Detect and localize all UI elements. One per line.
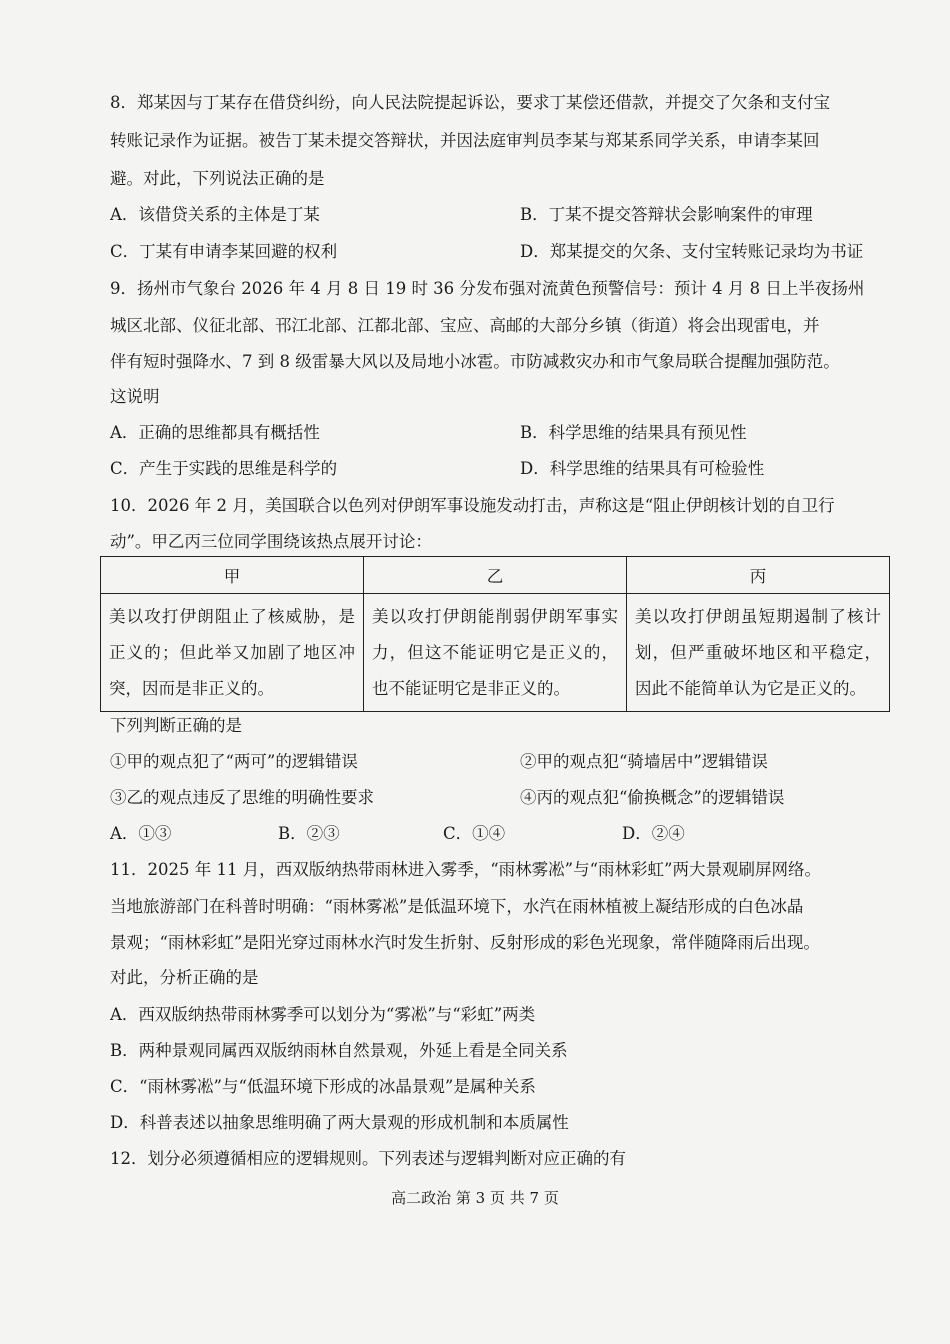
table-header-row bbox=[101, 557, 890, 594]
q12-stem: 12．划分必须遵循相应的逻辑规则。下列表述与逻辑判断对应正确的有 bbox=[110, 1149, 626, 1168]
q9-stem-line-4: 这说明 bbox=[110, 387, 160, 406]
page-footer: 高二政治 第 3 页 共 7 页 bbox=[391, 1189, 559, 1207]
q9-option-d: D．科学思维的结果具有可检验性 bbox=[520, 459, 765, 478]
q11-stem-line-3: 景观；“雨林彩虹”是阳光穿过雨林水汽时发生折射、反射形成的彩色光现象，常伴随降雨后出现。 bbox=[110, 933, 820, 952]
q10-stem-line-1: 10．2026 年 2 月，美国联合以色列对伊朗军事设施发动打击，声称这是“阻止伊朗核计划的自卫行 bbox=[110, 496, 835, 515]
table-row bbox=[101, 594, 890, 712]
discussion-table bbox=[100, 556, 890, 712]
q10-question: 下列判断正确的是 bbox=[110, 716, 242, 735]
q11-option-c: C．“雨林雾凇”与“低温环境下形成的冰晶景观”是属种关系 bbox=[110, 1077, 536, 1096]
q11-stem-line-4: 对此，分析正确的是 bbox=[110, 968, 259, 987]
q10-statement-1: ①甲的观点犯了“两可”的逻辑错误 bbox=[110, 752, 358, 771]
q10-statement-3: ③乙的观点违反了思维的明确性要求 bbox=[110, 788, 374, 807]
q9-option-c: C．产生于实践的思维是科学的 bbox=[110, 459, 338, 478]
table-header-jia: 甲 bbox=[101, 557, 364, 594]
q11-stem-line-1: 11．2025 年 11 月，西双版纳热带雨林进入雾季，“雨林雾凇”与“雨林彩虹”两大景观刷屏网络。 bbox=[110, 860, 821, 879]
q11-option-a: A．西双版纳热带雨林雾季可以划分为“雾凇”与“彩虹”两类 bbox=[110, 1005, 536, 1024]
table-header-bing: 丙 bbox=[627, 557, 890, 594]
q10-option-b: B．②③ bbox=[278, 824, 340, 843]
q9-option-b: B．科学思维的结果具有预见性 bbox=[520, 423, 747, 442]
q11-option-b: B．两种景观同属西双版纳雨林自然景观，外延上看是全同关系 bbox=[110, 1041, 568, 1060]
q8-stem-line-1: 8．郑某因与丁某存在借贷纠纷，向人民法院提起诉讼，要求丁某偿还借款，并提交了欠条和支付宝 bbox=[110, 93, 830, 112]
q8-stem-line-3: 避。对此，下列说法正确的是 bbox=[110, 169, 325, 188]
q11-stem-line-2: 当地旅游部门在科普时明确：“雨林雾凇”是低温环境下，水汽在雨林植被上凝结形成的白色冰晶 bbox=[110, 897, 804, 916]
table-cell-jia: 美以攻打伊朗阻止了核威胁，是正义的；但此举又加剧了地区冲突，因而是非正义的。 bbox=[101, 594, 364, 712]
q10-option-d: D．②④ bbox=[622, 824, 685, 843]
table-cell-yi: 美以攻打伊朗能削弱伊朗军事实力，但这不能证明它是正义的，也不能证明它是非正义的。 bbox=[364, 594, 627, 712]
table-header-yi: 乙 bbox=[364, 557, 627, 594]
q9-stem-line-1: 9．扬州市气象台 2026 年 4 月 8 日 19 时 36 分发布强对流黄色预警信号：预计 4 月 8 日上半夜扬州 bbox=[110, 279, 865, 298]
q9-option-a: A．正确的思维都具有概括性 bbox=[110, 423, 320, 442]
table-cell-bing: 美以攻打伊朗虽短期遏制了核计划，但严重破坏地区和平稳定，因此不能简单认为它是正义的。 bbox=[627, 594, 890, 712]
q9-stem-line-3: 伴有短时强降水、7 到 8 级雷暴大风以及局地小冰雹。市防减救灾办和市气象局联合提醒加强防范。 bbox=[110, 352, 840, 371]
q10-statement-2: ②甲的观点犯“骑墙居中”逻辑错误 bbox=[520, 752, 768, 771]
q11-option-d: D．科普表述以抽象思维明确了两大景观的形成机制和本质属性 bbox=[110, 1113, 569, 1132]
q9-stem-line-2: 城区北部、仪征北部、邗江北部、江都北部、宝应、高邮的大部分乡镇（街道）将会出现雷电，并 bbox=[110, 316, 820, 335]
q10-statement-4: ④丙的观点犯“偷换概念”的逻辑错误 bbox=[520, 788, 785, 807]
q8-option-d: D．郑某提交的欠条、支付宝转账记录均为书证 bbox=[520, 242, 864, 261]
q10-option-a: A．①③ bbox=[110, 824, 172, 843]
q10-stem-line-2: 动”。甲乙丙三位同学围绕该热点展开讨论： bbox=[110, 532, 432, 551]
q8-option-c: C．丁某有申请李某回避的权利 bbox=[110, 242, 338, 261]
q8-option-a: A．该借贷关系的主体是丁某 bbox=[110, 205, 320, 224]
q10-option-c: C．①④ bbox=[443, 824, 506, 843]
q8-option-b: B．丁某不提交答辩状会影响案件的审理 bbox=[520, 205, 813, 224]
q8-stem-line-2: 转账记录作为证据。被告丁某未提交答辩状，并因法庭审判员李某与郑某系同学关系，申请李某回 bbox=[110, 131, 820, 150]
